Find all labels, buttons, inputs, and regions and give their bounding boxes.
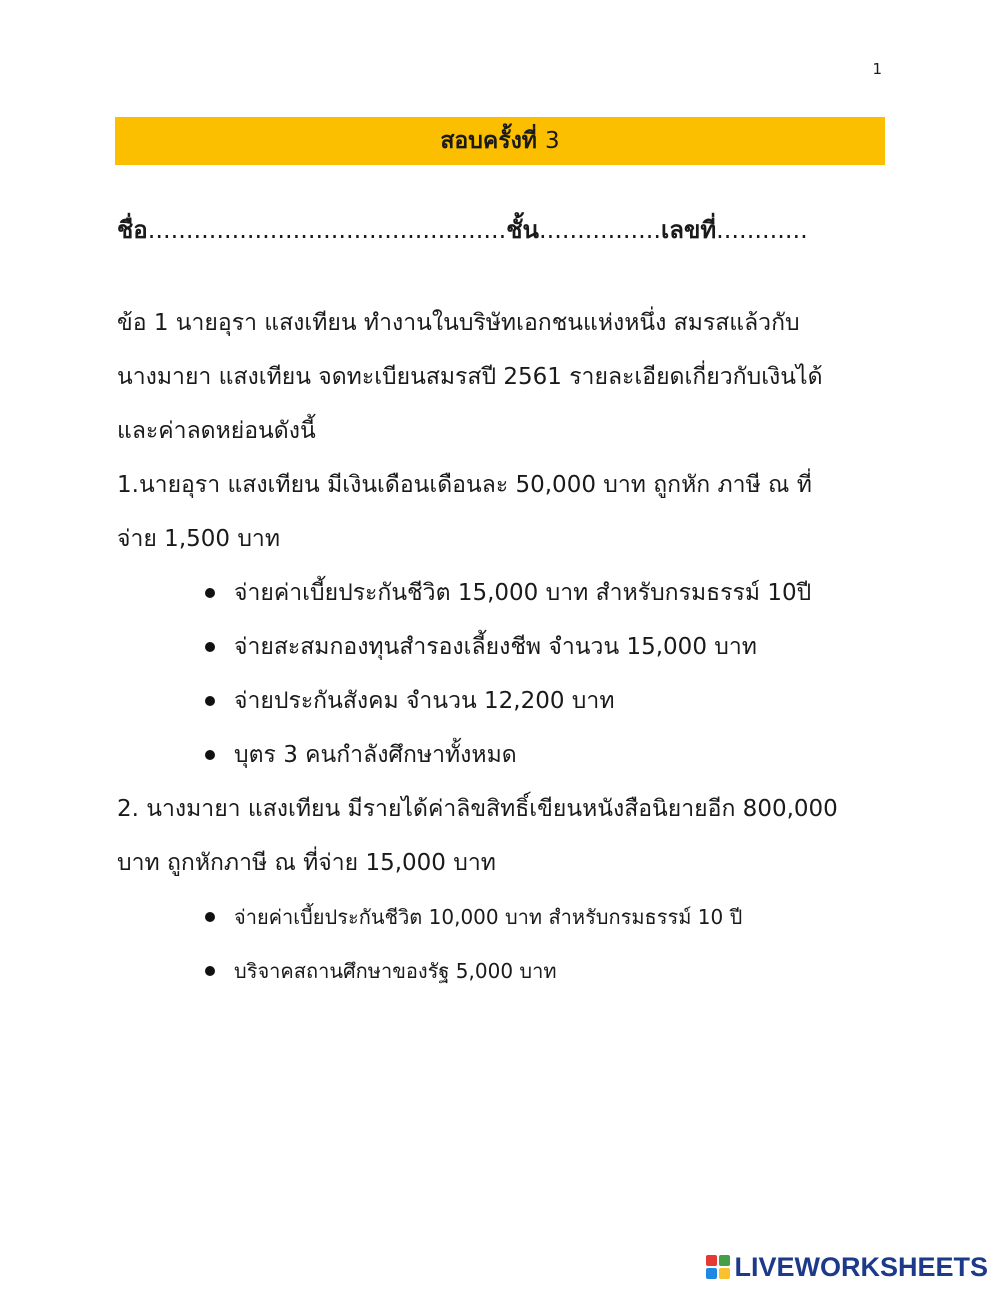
text-line: 1.นายอุรา แสงเทียน มีเงินเดือนเดือนละ 50,000 บาท ถูกหัก ภาษี ณ ที่ xyxy=(117,472,812,498)
name-field[interactable]: ............................................... xyxy=(147,216,507,244)
number-field[interactable]: ............ xyxy=(716,216,808,244)
exam-number: 3 xyxy=(544,128,560,154)
bullet-icon xyxy=(205,912,215,922)
bullet-icon xyxy=(205,642,215,652)
text-line: บาท ถูกหักภาษี ณ ที่จ่าย 15,000 บาท xyxy=(117,850,496,876)
liveworksheets-logo xyxy=(706,1252,988,1282)
text-line: จ่าย 1,500 บาท xyxy=(117,526,281,552)
item-2-bullets xyxy=(205,890,742,998)
bullet-icon xyxy=(205,750,215,760)
list-item: จ่ายประกันสังคม จำนวน 12,200 บาท xyxy=(205,674,811,728)
class-field[interactable]: ................ xyxy=(538,216,662,244)
list-item: บุตร 3 คนกำลังศึกษาทั้งหมด xyxy=(205,728,811,782)
student-info-line xyxy=(117,210,887,249)
logo-text: LIVEWORKSHEETS xyxy=(734,1251,988,1282)
text-line: และค่าลดหย่อนดังนี้ xyxy=(117,418,316,444)
item-1 xyxy=(117,458,897,566)
text-line: นางมายา แสงเทียน จดทะเบียนสมรสปี 2561 รายละเอียดเกี่ยวกับเงินได้ xyxy=(117,364,823,390)
text-line: 2. นางมายา แสงเทียน มีรายได้ค่าลิขสิทธิ์เขียนหนังสือนิยายอีก 800,000 xyxy=(117,796,838,822)
list-item: จ่ายค่าเบี้ยประกันชีวิต 15,000 บาท สำหรับกรมธรรม์ 10ปี xyxy=(205,566,811,620)
item-2 xyxy=(117,782,897,890)
bullet-icon xyxy=(205,966,215,976)
name-label: ชื่อ xyxy=(117,216,148,244)
bullet-icon xyxy=(205,588,215,598)
number-label: เลขที่ xyxy=(661,216,717,244)
list-item: จ่ายค่าเบี้ยประกันชีวิต 10,000 บาท สำหรับกรมธรรม์ 10 ปี xyxy=(205,890,742,944)
text-line: ข้อ 1 นายอุรา แสงเทียน ทำงานในบริษัทเอกชนแห่งหนึ่ง สมรสแล้วกับ xyxy=(117,310,800,336)
logo-mark-icon xyxy=(706,1255,730,1279)
class-label: ชั้น xyxy=(506,216,539,244)
list-item: จ่ายสะสมกองทุนสำรองเลี้ยงชีพ จำนวน 15,000 บาท xyxy=(205,620,811,674)
title-bar xyxy=(115,117,885,165)
list-item: บริจาคสถานศึกษาของรัฐ 5,000 บาท xyxy=(205,944,742,998)
item-1-bullets xyxy=(205,566,811,782)
bullet-icon xyxy=(205,696,215,706)
question-intro xyxy=(117,296,897,458)
page-number: 1 xyxy=(872,60,882,78)
page-title: สอบครั้งที่ xyxy=(440,128,537,154)
